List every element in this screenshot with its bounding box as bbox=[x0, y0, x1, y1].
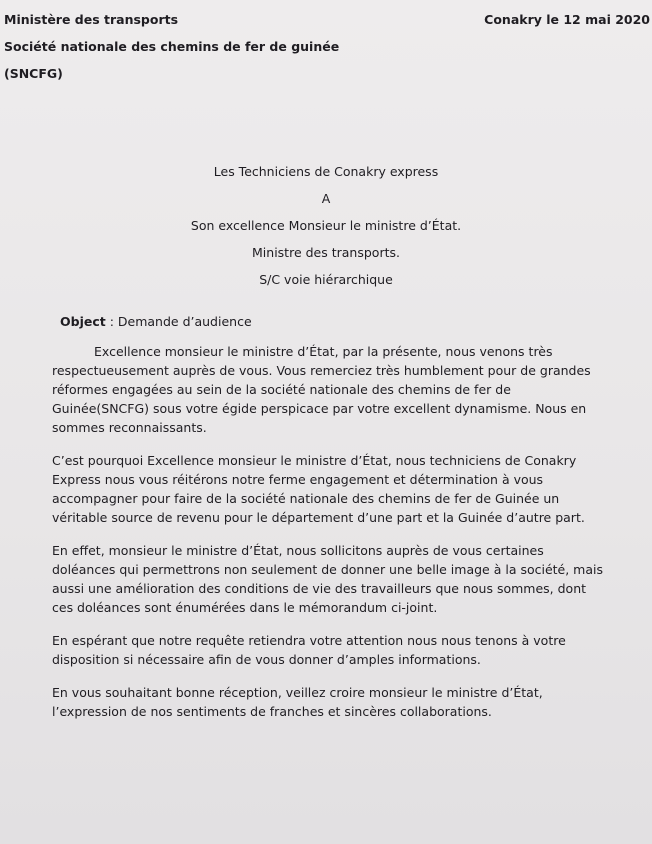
company-line: Société nationale des chemins de fer de guinée bbox=[4, 39, 340, 54]
letter-body bbox=[52, 342, 604, 735]
addressing-block bbox=[0, 158, 652, 293]
ministry-line: Ministère des transports bbox=[4, 12, 179, 27]
recipient-line: Son excellence Monsieur le ministre d’État. bbox=[190, 218, 462, 233]
from-line: Les Techniciens de Conakry express bbox=[213, 164, 439, 179]
sender-header bbox=[4, 6, 339, 87]
paragraph: Excellence monsieur le ministre d’État, par la présente, nous venons très respectueusement auprès de vous. Vous remerciez très humblement pour de grandes réformes engagées au sein de la société nationale des chemins de fer de Guinée(SNCFG) sous votre égide perspicace par votre excellent dynamisme. Nous en sommes reconnaissants. bbox=[52, 344, 591, 435]
object-text: : Demande d’audience bbox=[105, 314, 252, 329]
object-label: Object bbox=[60, 314, 106, 329]
paragraph: En effet, monsieur le ministre d’État, nous sollicitons auprès de vous certaines doléances qui permettrons non seulement de donner une belle image à la société, mais aussi une amélioration des conditions de vie des travailleurs que nous sommes, dont ces doléances sont énumérées dans le mémorandum ci-joint. bbox=[52, 543, 604, 615]
recipient-title-line: Ministre des transports. bbox=[252, 245, 400, 260]
acronym-line: (SNCFG) bbox=[4, 66, 63, 81]
place-date: Conakry le 12 mai 2020 bbox=[484, 12, 650, 27]
paragraph: En vous souhaitant bonne réception, veillez croire monsieur le ministre d’État, l’expression de nos sentiments de franches et sincères collaborations. bbox=[52, 685, 543, 719]
to-word: A bbox=[321, 191, 331, 206]
route-line: S/C voie hiérarchique bbox=[259, 272, 393, 287]
paragraph: C’est pourquoi Excellence monsieur le ministre d’État, nous techniciens de Conakry Express nous vous réitérons notre ferme engagement et détermination à vous accompagner pour faire de la société nationale des chemins de fer de Guinée un véritable source de revenu pour le département d’une part et la Guinée d’autre part. bbox=[52, 453, 585, 525]
paragraph: En espérant que notre requête retiendra votre attention nous nous tenons à votre disposition si nécessaire afin de vous donner d’amples informations. bbox=[52, 633, 566, 667]
object-line bbox=[60, 314, 252, 329]
